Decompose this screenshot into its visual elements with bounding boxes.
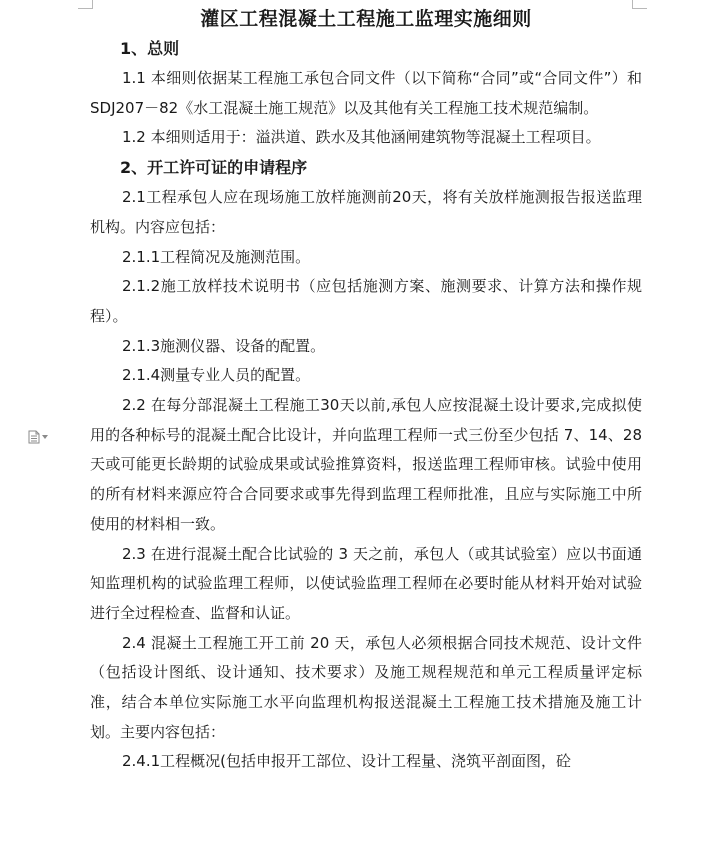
- dropdown-arrow-icon: [42, 435, 48, 439]
- body-paragraph: 2.1工程承包人应在现场施工放样施测前20天，将有关放样施测报告报送监理机构。内容应包括：: [90, 188, 642, 236]
- body-paragraph: 2.1.2施工放样技术说明书（应包括施测方案、施测要求、计算方法和操作规程）。: [90, 277, 642, 325]
- body-paragraph: 2.2 在每分部混凝土工程施工30天以前,承包人应按混凝土设计要求,完成拟使用的各种标号的混凝土配合比设计，并向监理工程师一式三份至少包括 7、14、28 天或可能更长龄期的试验成果或试验推算资料，报送监理工程师审核。试验中使用的所有材料来源应符合合同要求或事先得到监理工程师批准，且应与实际施工中所使用的材料相一致。: [90, 396, 642, 533]
- document-icon: [28, 430, 40, 444]
- body-paragraph: 2.1.4测量专业人员的配置。: [122, 366, 311, 385]
- section-heading: 2、开工许可证的申请程序: [120, 158, 308, 178]
- paragraph-options-button[interactable]: [28, 430, 48, 444]
- body-paragraph: 2.1.1工程简况及施测范围。: [122, 247, 311, 266]
- body-paragraph: 2.4.1工程概况(包括申报开工部位、设计工程量、浇筑平剖面图，砼: [122, 752, 572, 771]
- section-heading: 1、总则: [120, 39, 180, 58]
- body-paragraph: 1.2 本细则适用于：溢洪道、跌水及其他涵闸建筑物等混凝土工程项目。: [122, 128, 601, 147]
- body-paragraph: 1.1 本细则依据某工程施工承包合同文件（以下简称“合同”或“合同文件”）和 SDJ207－82《水工混凝土施工规范》以及其他有关工程施工技术规范编制。: [90, 69, 642, 117]
- document-blocks: [90, 34, 642, 777]
- body-paragraph: 2.1.3施测仪器、设备的配置。: [122, 336, 326, 355]
- body-paragraph: 2.3 在进行混凝土配合比试验的 3 天之前，承包人（或其试验室）应以书面通知监理机构的试验监理工程师，以使试验监理工程师在必要时能从材料开始对试验进行全过程检查、监督和认证。: [90, 544, 642, 622]
- body-paragraph: 2.4 混凝土工程施工开工前 20 天，承包人必须根据合同技术规范、设计文件（包括设计图纸、设计通知、技术要求）及施工规程规范和单元工程质量评定标准，结合本单位实际施工水平向监理机构报送混凝土工程施工技术措施及施工计划。主要内容包括：: [90, 633, 642, 741]
- document-title: 灌区工程混凝土工程施工监理实施细则: [200, 8, 532, 30]
- document-body: [90, 4, 642, 777]
